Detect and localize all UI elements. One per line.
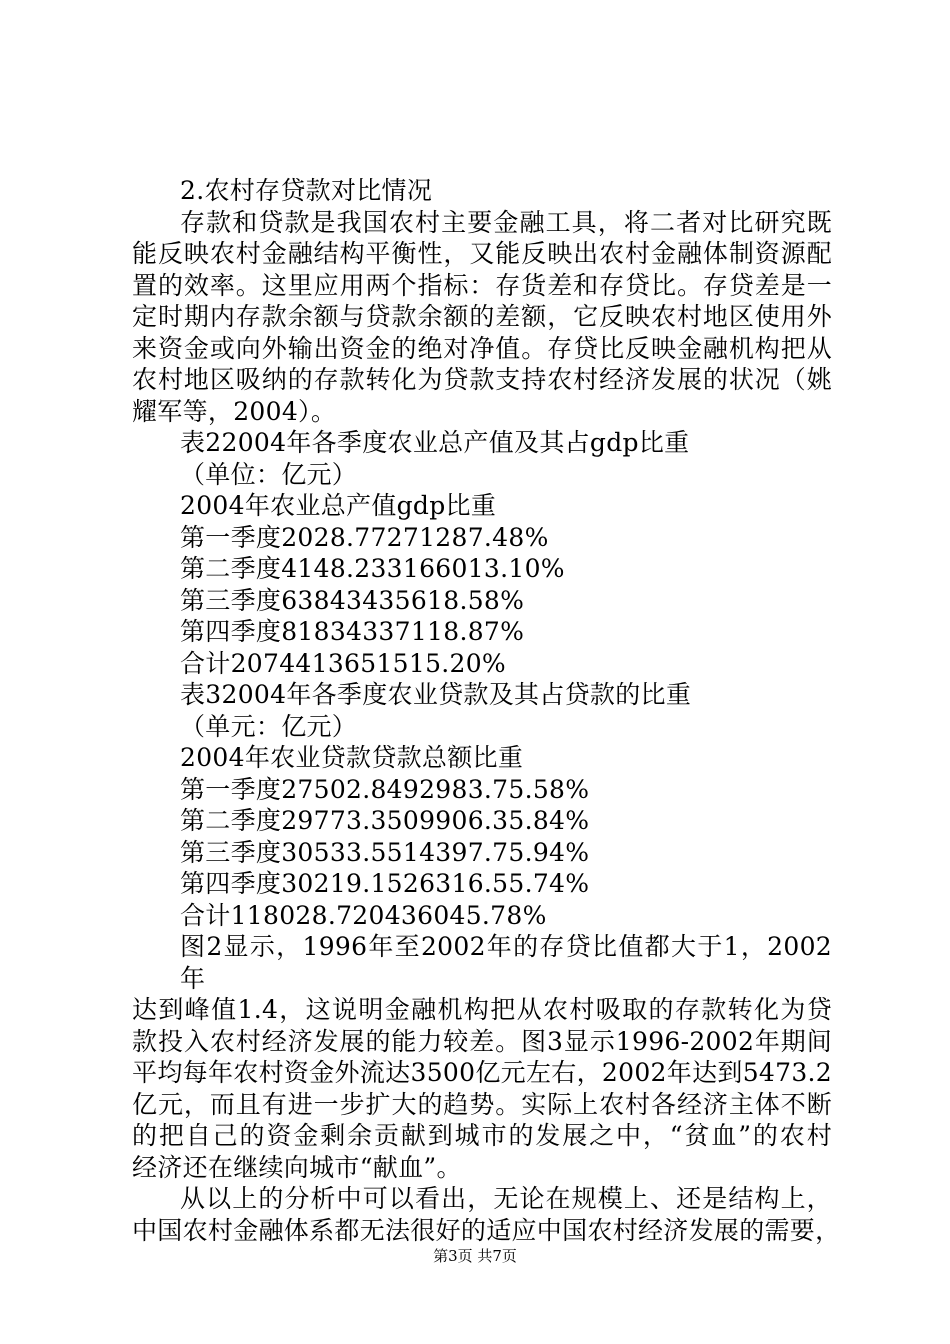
paragraph-1	[132, 207, 832, 428]
table-title: 表32004年各季度农业贷款及其占贷款的比重	[180, 680, 692, 709]
paragraph-line: 存款和贷款是我国农村主要金融工具，将二者对比研究既	[180, 207, 832, 237]
section-heading: 2.农村存贷款对比情况	[180, 176, 433, 205]
table-row: 合计2074413651515.20%	[180, 648, 506, 678]
table-row: 第四季度81834337118.87%	[180, 617, 525, 646]
table-header: 2004年农业贷款贷款总额比重	[180, 743, 524, 772]
paragraph-line: 从以上的分析中可以看出，无论在规模上、还是结构上，	[180, 1184, 832, 1213]
table-unit: （单位：亿元）	[180, 459, 358, 489]
table-row: 合计118028.720436045.78%	[180, 900, 547, 930]
paragraph-line: 农村地区吸纳的存款转化为贷款支持农村经济发展的状况（姚	[132, 365, 832, 394]
paragraph-line: 耀军等，2004）。	[132, 396, 337, 426]
paragraph-line: 的把自己的资金剩余贡献到城市的发展之中，“贫血”的农村	[132, 1121, 832, 1150]
paragraph-3	[132, 1183, 841, 1246]
paragraph-2	[132, 931, 832, 1183]
paragraph-line: 平均每年农村资金外流达3500亿元左右，2002年达到5473.2	[132, 1058, 832, 1087]
table-row: 第二季度29773.3509906.35.84%	[180, 806, 590, 835]
paragraph-line: 中国农村金融体系都无法很好的适应中国农村经济发展的需要，	[132, 1215, 841, 1245]
table-header: 2004年农业总产值gdp比重	[180, 491, 497, 520]
table-row: 第三季度30533.5514397.75.94%	[180, 837, 590, 867]
paragraph-line: 款投入农村经济发展的能力较差。图3显示1996-2002年期间	[132, 1026, 832, 1056]
paragraph-line: 置的效率。这里应用两个指标：存货差和存贷比。存贷差是一	[132, 270, 832, 300]
paragraph-line: 图2显示，1996年至2002年的存贷比值都大于1，2002年	[180, 932, 832, 993]
paragraph-line: 来资金或向外输出资金的绝对净值。存贷比反映金融机构把从	[132, 333, 832, 363]
paragraph-line: 经济还在继续向城市“献血”。	[132, 1152, 462, 1182]
table-row: 第一季度2028.77271287.48%	[180, 522, 549, 552]
table-unit: （单元：亿元）	[180, 711, 358, 741]
table-3	[132, 679, 832, 931]
document-body	[132, 175, 841, 1246]
page-number: 第3页 共7页	[433, 1247, 517, 1265]
table-title: 表22004年各季度农业总产值及其占gdp比重	[180, 428, 690, 457]
paragraph-line: 亿元，而且有进一步扩大的趋势。实际上农村各经济主体不断	[132, 1089, 832, 1119]
table-row: 第二季度4148.233166013.10%	[180, 554, 565, 583]
paragraph-line: 定时期内存款余额与贷款余额的差额，它反映农村地区使用外	[132, 302, 832, 331]
table-row: 第一季度27502.8492983.75.58%	[180, 774, 590, 804]
table-row: 第三季度63843435618.58%	[180, 585, 525, 615]
table-row: 第四季度30219.1526316.55.74%	[180, 869, 590, 898]
paragraph-line: 达到峰值1.4，这说明金融机构把从农村吸取的存款转化为贷	[132, 995, 832, 1024]
table-2	[132, 427, 832, 679]
paragraph-line: 能反映农村金融结构平衡性，又能反映出农村金融体制资源配	[132, 239, 832, 268]
